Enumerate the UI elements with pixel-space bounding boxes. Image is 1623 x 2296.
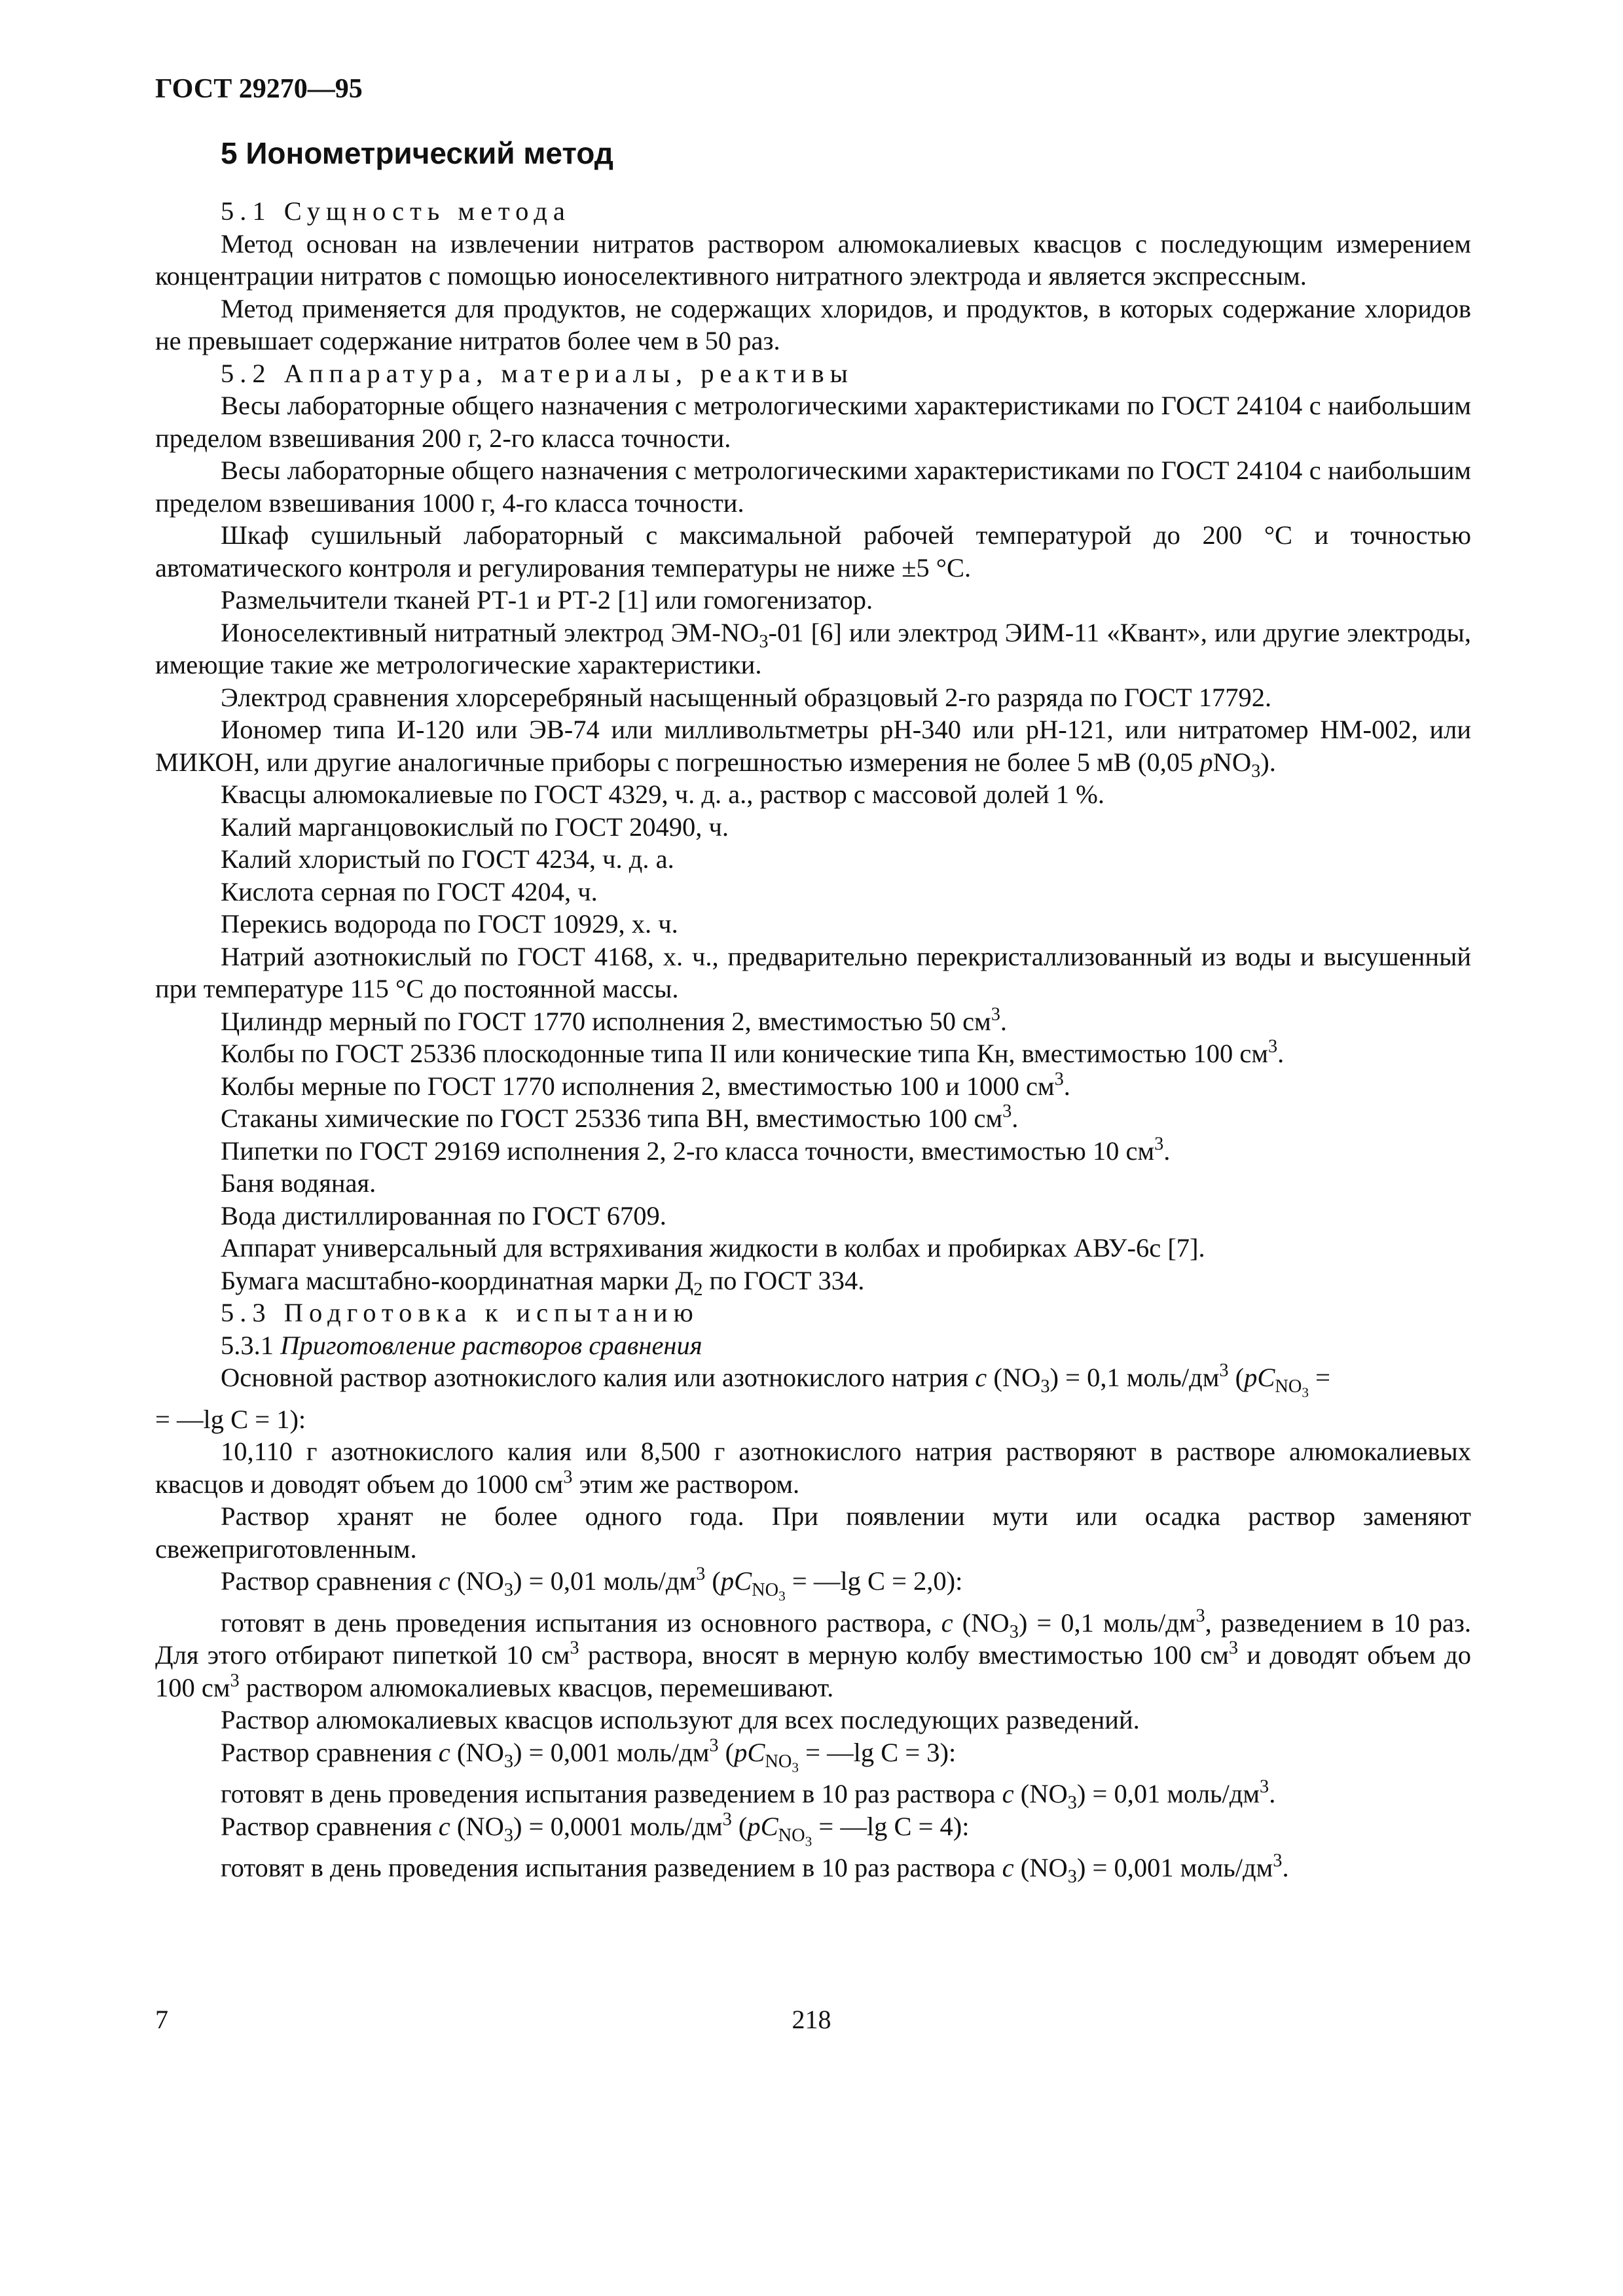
document-body: [155, 195, 1471, 1888]
paragraph: Калий хлористый по ГОСТ 4234, ч. д. а.: [221, 844, 674, 874]
paragraph: Кислота серная по ГОСТ 4204, ч.: [221, 876, 598, 906]
paragraph: Основной раствор азотнокислого калия или азотнокислого натрия c $(NO_3) = 0,1$ моль/$дм^3$ ($pC_{NO_3}$ =: [221, 1360, 1330, 1401]
paragraph: = —lg C = 1):: [155, 1404, 306, 1434]
paragraph: Пипетки по ГОСТ 29169 исполнения 2, 2-го класса точности, вместимостью 10 $см^3$.: [221, 1133, 1171, 1166]
paragraph: Весы лабораторные общего назначения с метрологическими характеристиками по ГОСТ 24104 с наибольшим пределом взвешивания 1000 г, 4-го класса точности.: [155, 456, 1471, 518]
paragraph: Раствор алюмокалиевых квасцов используют для всех последующих разведений.: [221, 1705, 1140, 1734]
paragraph: Квасцы алюмокалиевые по ГОСТ 4329, ч. д. а., раствор с массовой долей 1 %.: [221, 780, 1104, 809]
document-number-header: ГОСТ 29270—95: [155, 74, 363, 104]
paragraph: Колбы мерные по ГОСТ 1770 исполнения 2, вместимостью 100 и 1000 $см^3$.: [221, 1068, 1070, 1101]
paragraph: Шкаф сушильный лабораторный с максимальной рабочей температурой до 200 °С и точностью автоматического контроля и регулирования температуры не ниже ±5 °С.: [155, 520, 1471, 583]
paragraph: готовят в день проведения испытания разведением в 10 раз раствора c $(NO_3) = 0,01$ моль/$дм^3$.: [221, 1776, 1276, 1814]
paragraph: Перекись водорода по ГОСТ 10929, х. ч.: [221, 909, 678, 939]
paragraph: Натрий азотнокислый по ГОСТ 4168, х. ч., предварительно перекристаллизованный из воды и высушенный при температуре 115 °С до постоянной массы.: [155, 941, 1471, 1003]
paragraph: Колбы по ГОСТ 25336 плоскодонные типа II или конические типа Кн, вместимостью 100 $см^3$.: [221, 1036, 1285, 1068]
paragraph: Ионоселективный нитратный электрод $ЭМ-NO_3-01$ [6] или электрод ЭИМ-11 «Квант», или другие электроды, имеющие такие же метрологические характеристики.: [155, 617, 1471, 679]
paragraph: Раствор сравнения c $(NO_3) = 0,001$ моль/$дм^3$ ($pC_{NO_3}$ = —lg C = 3):: [221, 1734, 957, 1775]
subsection-5-2-heading: 5.2 Аппаратура, материалы, реактивы: [221, 358, 854, 388]
paragraph: Раствор хранят не более одного года. При появлении мути или осадка раствор заменяют свежеприготовленным.: [155, 1501, 1471, 1564]
subsection-5-1-heading: 5.1 Сущность метода: [221, 196, 571, 226]
paragraph: 10,110 г азотнокислого калия или 8,500 г азотнокислого натрия растворяют в растворе алюмокалиевых квасцов и доводят объем до 1000 $см^3$ этим же раствором.: [155, 1437, 1471, 1499]
page-number: 218: [792, 2005, 831, 2034]
paragraph: Метод основан на извлечении нитратов раствором алюмокалиевых квасцов с последующим измерением концентрации нитратов с помощью ионоселективного нитратного электрода и является экспрессным.: [155, 228, 1471, 291]
paragraph: Метод применяется для продуктов, не содержащих хлоридов, и продуктов, в которых содержание хлоридов не превышает содержание нитратов более чем в 50 раз.: [155, 293, 1471, 355]
paragraph: готовят в день проведения испытания из основного раствора, c $(NO_3) = 0,1$ моль/$дм^3$, разведением в 10 раз. Для этого отбирают пипеткой 10 $см^3$ раствора, вносят в мерную колбу вместимостью 100 $см^3$ и доводят объем до 100 $см^3$ раствором алюмокалиевых квасцов, перемешивают.: [155, 1605, 1471, 1702]
paragraph: Стаканы химические по ГОСТ 25336 типа ВН, вместимостью 100 $см^3$.: [221, 1101, 1019, 1133]
paragraph: готовят в день проведения испытания разведением в 10 раз раствора c $(NO_3) = 0,001$ моль/$дм^3$.: [221, 1850, 1289, 1888]
footer-left-number: 7: [155, 2005, 168, 2034]
paragraph: Весы лабораторные общего назначения с метрологическими характеристиками по ГОСТ 24104 с наибольшим пределом взвешивания 200 г, 2-го класса точности.: [155, 391, 1471, 453]
subsection-5-3-heading: 5.3 Подготовка к испытанию: [221, 1298, 699, 1327]
paragraph: Вода дистиллированная по ГОСТ 6709.: [221, 1200, 666, 1230]
paragraph: Электрод сравнения хлорсеребряный насыщенный образцовый 2-го разряда по ГОСТ 17792.: [221, 682, 1272, 712]
subsection-5-3-1-heading: 5.3.1 Приготовление растворов сравнения: [221, 1330, 702, 1360]
paragraph: Баня водяная.: [221, 1168, 376, 1198]
paragraph: Калий марганцовокислый по ГОСТ 20490, ч.: [221, 812, 729, 842]
paragraph: Раствор сравнения c $(NO_3) = 0,0001$ моль/$дм^3$ ($pC_{NO_3}$ = —lg C = 4):: [221, 1808, 970, 1849]
paragraph: Раствор сравнения c $(NO_3) = 0,01$ моль/$дм^3$ ($pC_{NO_3}$ = —lg C = 2,0):: [221, 1564, 963, 1604]
paragraph: Размельчители тканей РТ-1 и РТ-2 [1] или гомогенизатор.: [221, 585, 873, 615]
section-title: 5 Ионометрический метод: [221, 136, 613, 170]
paragraph: Иономер типа И-120 или ЭВ-74 или милливольтметры рН-340 или рН-121, или нитратомер НМ-002, или МИКОН, или другие аналогичные приборы с погрешностью измерения не более 5 мВ (0,05 pNO$_3$).: [155, 715, 1471, 781]
paragraph: Бумага масштабно-координатная марки $Д_2$ по ГОСТ 334.: [221, 1265, 865, 1300]
paragraph: Цилиндр мерный по ГОСТ 1770 исполнения 2, вместимостью 50 $см^3$.: [221, 1003, 1008, 1036]
paragraph: Аппарат универсальный для встряхивания жидкости в колбах и пробирках АВУ-6с [7].: [221, 1233, 1205, 1263]
